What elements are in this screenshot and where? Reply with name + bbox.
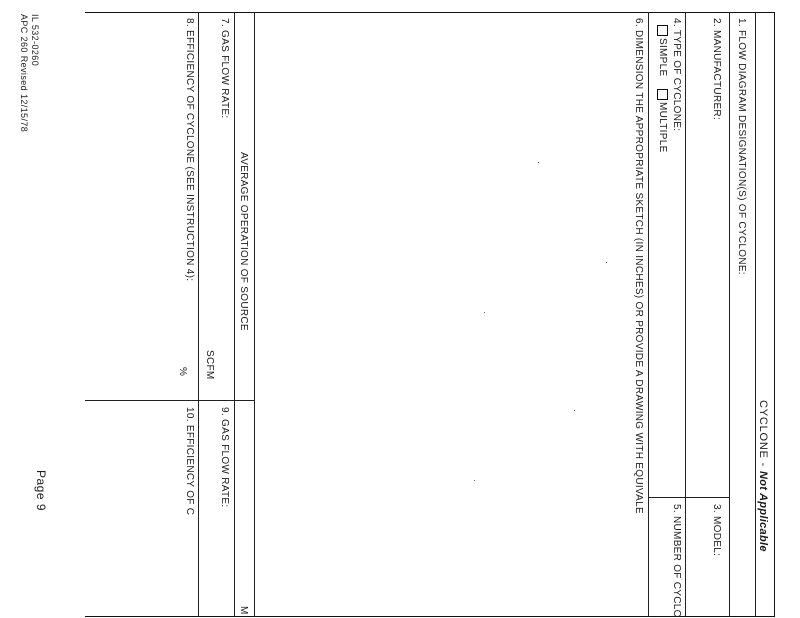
field-type-of-cyclone-label: 4. TYPE OF CYCLONE: (671, 18, 682, 132)
row-4-rule (648, 12, 649, 617)
scan-speck (538, 162, 539, 163)
field-efficiency-average-unit: % (177, 367, 188, 377)
form-revision: APC 260 Revised 12/15/78 (19, 14, 29, 133)
form-id-block (18, 14, 40, 132)
field-gas-flow-rate-max-label: 9. GAS FLOW RATE: (219, 407, 230, 508)
form-title (757, 400, 769, 552)
field-gas-flow-rate-average-label: 7. GAS FLOW RATE: (219, 18, 230, 119)
field-dimension-sketch-label: 6. DIMENSION THE APPROPRIATE SKETCH (IN INCHES) OR PROVIDE A DRAWING WITH EQUIVALE (633, 18, 644, 514)
section-maximum-operation: M (238, 606, 249, 615)
field-efficiency-average-label: 8. EFFICIENCY OF CYCLONE (SEE INSTRUCTION 4): (184, 18, 195, 282)
row-7-rule (198, 12, 199, 617)
row-2-rule (685, 12, 686, 617)
scan-speck (474, 480, 475, 481)
scan-speck (574, 410, 575, 411)
section-average-operation: AVERAGE OPERATION OF SOURCE (238, 152, 249, 331)
page-number-block (34, 470, 48, 511)
field-efficiency-max-label: 10. EFFICIENCY OF C (184, 407, 195, 516)
label-multiple: MULTIPLE (657, 102, 668, 153)
checkbox-multiple[interactable] (657, 89, 668, 100)
scan-speck (606, 262, 607, 263)
field-number-of-cyclones-label: 5. NUMBER OF CYCLO (671, 504, 682, 618)
scan-speck (484, 312, 485, 313)
section-divider (85, 400, 255, 401)
cyclone-form (85, 12, 775, 617)
label-simple: SIMPLE (657, 38, 668, 77)
row-1-rule (729, 12, 730, 617)
form-title-text: CYCLONE - (757, 400, 769, 468)
form-code: IL 532-0260 (30, 14, 40, 67)
header-rule (755, 12, 756, 617)
row-2-divider (686, 497, 730, 498)
checkbox-simple[interactable] (657, 25, 668, 36)
field-flow-diagram-label: 1. FLOW DIAGRAM DESIGNATION(S) OF CYCLONE: (736, 18, 747, 275)
field-manufacturer-label: 2. MANUFACTURER: (711, 18, 722, 121)
page-number: Page 9 (34, 470, 48, 512)
section-top-rule (254, 12, 255, 617)
section-header-rule (234, 12, 235, 617)
field-gas-flow-rate-average-unit: SCFM (204, 350, 215, 380)
field-model-label: 3. MODEL: (711, 504, 722, 557)
not-applicable-label: Not Applicable (757, 470, 769, 552)
row-4-divider (649, 497, 686, 498)
